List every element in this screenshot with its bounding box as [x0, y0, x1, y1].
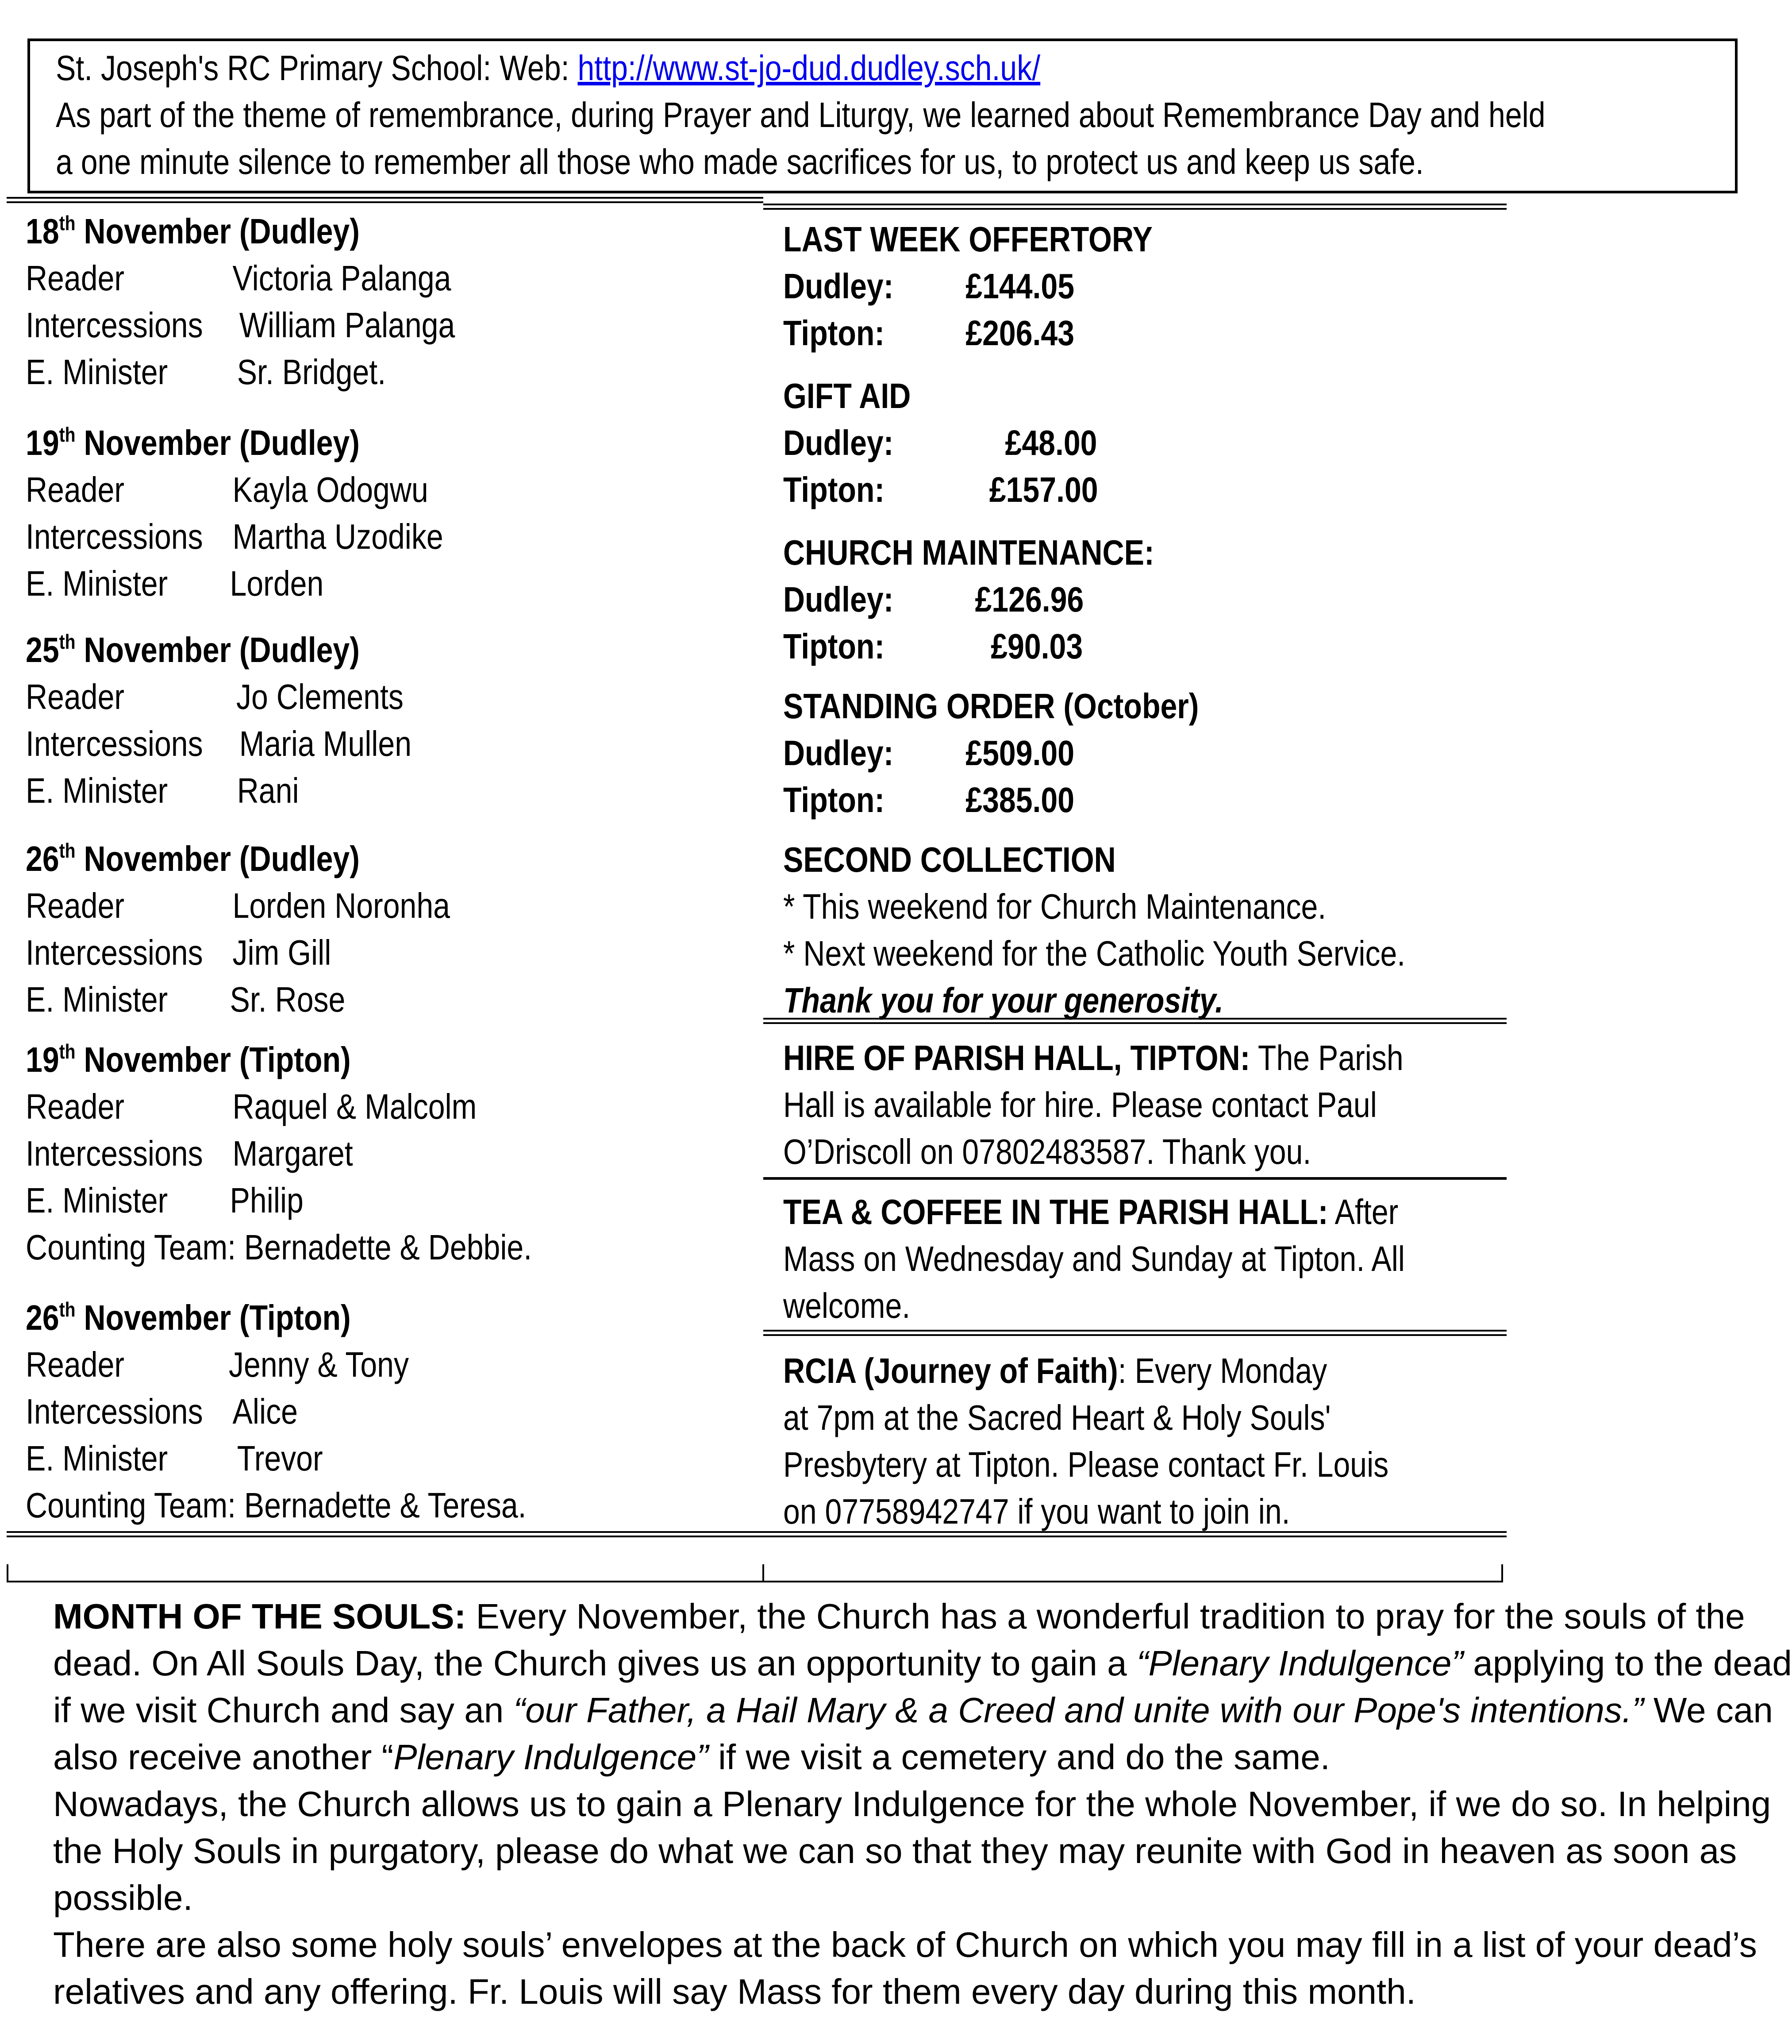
rcia-title: RCIA (Journey of Faith) [783, 1351, 1118, 1390]
rota-heading: 19th November (Tipton) [26, 1040, 351, 1079]
maintenance-title: CHURCH MAINTENANCE: [783, 533, 1154, 572]
standing-order-title: STANDING ORDER (October) [783, 686, 1199, 726]
divider [7, 1581, 1503, 1582]
maintenance-dudley: Dudley: £126.96 [783, 580, 1084, 619]
thank-you-note: Thank you for your generosity. [783, 981, 1223, 1020]
gift-aid-tipton: Tipton: £157.00 [783, 470, 1098, 509]
counting-team: Counting Team: Bernadette & Debbie. [26, 1228, 532, 1267]
divider [7, 197, 763, 203]
divider [7, 1531, 763, 1537]
hall-hire-line: Hall is available for hire. Please contact Paul [783, 1085, 1377, 1124]
souls-line: also receive another “Plenary Indulgence” if we visit a cemetery and do the same. [53, 1737, 1330, 1777]
divider [763, 1177, 1507, 1180]
offertory-tipton: Tipton: £206.43 [783, 313, 1075, 353]
standing-order-tipton: Tipton: £385.00 [783, 780, 1075, 820]
offertory-title: LAST WEEK OFFERTORY [783, 219, 1153, 259]
school-web-line [56, 45, 1040, 92]
gift-aid-dudley: Dudley: £48.00 [783, 423, 1097, 462]
souls-title: MONTH OF THE SOULS: [53, 1597, 466, 1636]
rota-heading: 19th November (Dudley) [26, 423, 360, 462]
divider [762, 1564, 764, 1582]
rcia-line: at 7pm at the Sacred Heart & Holy Souls' [783, 1398, 1331, 1437]
rota-heading: 18th November (Dudley) [26, 212, 360, 251]
maintenance-tipton: Tipton: £90.03 [783, 627, 1083, 666]
souls-line: relatives and any offering. Fr. Louis will say Mass for them every day during this month. [53, 1972, 1416, 2011]
counting-team: Counting Team: Bernadette & Teresa. [26, 1486, 527, 1525]
school-web-label: St. Joseph's RC Primary School: Web: [56, 48, 578, 88]
school-notice-line: a one minute silence to remember all those who made sacrifices for us, to protect us and keep us safe. [56, 142, 1424, 181]
standing-order-dudley: Dudley: £509.00 [783, 733, 1075, 773]
souls-line: dead. On All Souls Day, the Church gives us an opportunity to gain a “Plenary Indulgence” applying to the dead [53, 1644, 1792, 1683]
hall-hire-line: HIRE OF PARISH HALL, TIPTON: The Parish [783, 1038, 1404, 1078]
second-collection-line: * This weekend for Church Maintenance. [783, 887, 1327, 926]
souls-line: MONTH OF THE SOULS: Every November, the Church has a wonderful tradition to pray for the souls of the [53, 1597, 1745, 1636]
tea-coffee-line: Mass on Wednesday and Sunday at Tipton. All [783, 1239, 1405, 1278]
second-collection-title: SECOND COLLECTION [783, 840, 1116, 879]
divider [1501, 1564, 1503, 1582]
souls-line: if we visit Church and say an “our Father, a Hail Mary & a Creed and unite with our Pope's intentions.” We can [53, 1690, 1773, 1730]
school-notice-line: As part of the theme of remembrance, during Prayer and Liturgy, we learned about Remembrance Day and held [56, 95, 1546, 135]
divider [763, 204, 1507, 210]
tea-coffee-title: TEA & COFFEE IN THE PARISH HALL: [783, 1192, 1328, 1232]
school-website-link[interactable]: http://www.st-jo-dud.dudley.sch.uk/ [577, 48, 1041, 88]
tea-coffee-line: welcome. [783, 1286, 911, 1325]
offertory-dudley: Dudley: £144.05 [783, 266, 1075, 306]
tea-coffee-line: TEA & COFFEE IN THE PARISH HALL: After [783, 1192, 1399, 1232]
souls-line: the Holy Souls in purgatory, please do what we can so that they may reunite with God in heaven as soon as [53, 1831, 1737, 1871]
rcia-line: RCIA (Journey of Faith): Every Monday [783, 1351, 1327, 1390]
rota-heading: 26th November (Dudley) [26, 839, 360, 878]
school-notice-box [27, 38, 1738, 193]
divider [7, 1564, 8, 1582]
hall-hire-title: HIRE OF PARISH HALL, TIPTON: [783, 1038, 1250, 1078]
rcia-line: Presbytery at Tipton. Please contact Fr. Louis [783, 1445, 1389, 1484]
souls-line: There are also some holy souls’ envelopes at the back of Church on which you may fill in a list of your dead’s [53, 1925, 1757, 1964]
rota-heading: 25th November (Dudley) [26, 630, 360, 670]
souls-line: Nowadays, the Church allows us to gain a Plenary Indulgence for the whole November, if we do so. In helping [53, 1784, 1771, 1824]
souls-line: possible. [53, 1878, 193, 1917]
hall-hire-line: O’Driscoll on 07802483587. Thank you. [783, 1132, 1311, 1171]
rota-heading: 26th November (Tipton) [26, 1298, 351, 1337]
divider [763, 1330, 1507, 1336]
gift-aid-title: GIFT AID [783, 376, 911, 416]
second-collection-line: * Next weekend for the Catholic Youth Service. [783, 934, 1406, 973]
rcia-line: on 07758942747 if you want to join in. [783, 1492, 1290, 1531]
